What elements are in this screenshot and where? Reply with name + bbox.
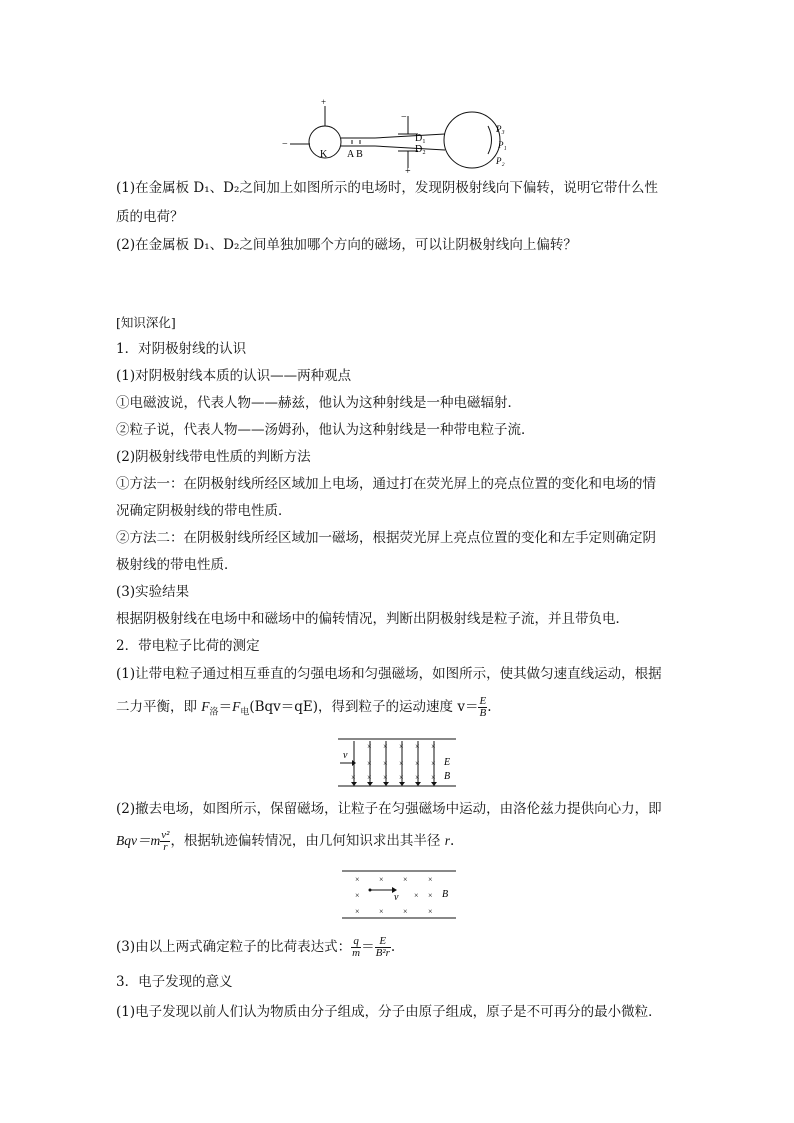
section-2-2-formula — [116, 830, 686, 853]
formula-paren: (Bqv＝qE)，得到粒子的运动速度 v＝ — [249, 699, 479, 715]
magnetic-field-figure — [342, 870, 458, 920]
field-cross: × — [351, 773, 356, 782]
field-cross: × — [367, 773, 372, 782]
formula-prefix: 二力平衡，即 — [116, 699, 202, 715]
p2-label: P₂ — [496, 156, 505, 166]
section-1-2a: ①方法一：在阴极射线所经区域加上电场，通过打在荧光屏上的亮点位置的变化和电场的情 — [116, 476, 656, 492]
formula-end: . — [487, 699, 492, 715]
fraction-numerator: q — [351, 936, 361, 948]
charge-mass-fraction — [351, 936, 361, 959]
section-1-1b: ②粒子说，代表人物——汤姆孙，他认为这种射线是一种带电粒子流． — [116, 422, 535, 438]
field-cross: × — [355, 875, 360, 884]
section-3-1: (1)电子发现以前人们认为物质由分子组成，分子由原子组成，原子是不可再分的最小微粒． — [116, 1004, 662, 1020]
field-cross: × — [415, 742, 420, 751]
section-1-1: (1)对阴极射线本质的认识——两种观点 — [116, 368, 352, 384]
section-1-3a: 根据阴极射线在电场中和磁场中的偏转情况，判断出阴极射线是粒子流，并且带负电． — [116, 611, 629, 627]
formula-eq: ＝ — [218, 699, 233, 715]
field-cross: × — [367, 759, 372, 768]
ratio-eq: ＝ — [361, 939, 375, 955]
fraction-denominator: B — [479, 707, 487, 719]
velocity-label: v — [394, 892, 399, 903]
section-2-3 — [116, 936, 686, 959]
section-1-title: 1．对阴极射线的认识 — [116, 341, 247, 357]
formula-sub1: 洛 — [209, 707, 219, 718]
field-cross: × — [367, 742, 372, 751]
field-cross: × — [415, 759, 420, 768]
e-field-label: E — [444, 757, 451, 768]
formula-end: . — [450, 833, 455, 849]
centripetal-fraction — [160, 830, 170, 853]
b-field-label: B — [444, 771, 451, 782]
ratio-end: . — [390, 939, 396, 955]
question-1: (1)在金属板 D₁、D₂之间加上如图所示的电场时，发现阴极射线向下偏转，说明它带什么性 — [116, 180, 658, 196]
section-2-1-formula — [116, 696, 686, 722]
field-cross: × — [379, 875, 384, 884]
field-cross: × — [431, 742, 436, 751]
field-cross: × — [428, 891, 433, 900]
field-cross: × — [383, 773, 388, 782]
force-formula-prefix: Bqv＝m — [116, 833, 161, 848]
ratio-text: (3)由以上两式确定粒子的比荷表达式： — [116, 939, 352, 955]
question-1-cont: 质的电荷？ — [116, 209, 184, 225]
field-cross: × — [431, 759, 436, 768]
field-cross: × — [403, 907, 408, 916]
p1-label: P₁ — [498, 140, 507, 150]
fraction-numerator: E — [375, 936, 391, 948]
knowledge-heading: [知识深化] — [116, 315, 176, 330]
field-cross: × — [414, 891, 419, 900]
field-cross: × — [355, 891, 360, 900]
field-cross: × — [428, 875, 433, 884]
velocity-fraction — [478, 696, 487, 719]
fraction-numerator: E — [479, 695, 487, 707]
ratio-result-fraction — [375, 936, 391, 959]
field-cross: × — [399, 759, 404, 768]
fraction-denominator: B²r — [375, 947, 390, 959]
plus-top-label: + — [321, 97, 327, 107]
section-2-title: 2．带电粒子比荷的测定 — [116, 638, 260, 654]
formula-f2: F — [232, 699, 241, 714]
field-cross: × — [399, 773, 404, 782]
section-1-3: (3)实验结果 — [116, 584, 190, 600]
section-1-2a-cont: 况确定阴极射线的带电性质． — [116, 503, 292, 519]
field-cross: × — [431, 773, 436, 782]
cathode-ray-tube-figure — [280, 96, 520, 176]
k-label: K — [320, 149, 328, 160]
section-1-2b: ②方法二：在阴极射线所经区域加一磁场，根据荧光屏上亮点位置的变化和左手定则确定阴 — [116, 530, 656, 546]
fraction-numerator: v² — [161, 829, 170, 841]
section-1-2: (2)阴极射线带电性质的判断方法 — [116, 449, 311, 465]
field-cross: × — [428, 907, 433, 916]
section-1-1a: ①电磁波说，代表人物——赫兹，他认为这种射线是一种电磁辐射． — [116, 395, 521, 411]
d1-label: D₁ — [415, 133, 426, 144]
minus-left-label: − — [282, 139, 288, 150]
section-3-title: 3．电子发现的意义 — [116, 974, 233, 990]
crossed-fields-figure — [338, 738, 458, 788]
field-cross: × — [399, 742, 404, 751]
minus-plate-label: − — [401, 112, 407, 123]
d2-label: D₂ — [415, 144, 426, 155]
field-cross: × — [383, 742, 388, 751]
field-cross: × — [415, 773, 420, 782]
section-2-1: (1)让带电粒子通过相互垂直的匀强电场和匀强磁场，如图所示，使其做匀速直线运动，根据 — [116, 666, 662, 682]
question-2: (2)在金属板 D₁、D₂之间单独加哪个方向的磁场，可以让阴极射线向上偏转？ — [116, 237, 577, 253]
field-cross: × — [403, 875, 408, 884]
formula-sub2: 电 — [240, 707, 250, 718]
fraction-denominator: m — [352, 947, 361, 959]
fraction-denominator: r — [163, 841, 168, 853]
velocity-label: v — [343, 750, 348, 761]
radius-symbol: r — [444, 833, 450, 848]
field-cross: × — [383, 759, 388, 768]
section-1-2b-cont: 极射线的带电性质． — [116, 557, 238, 573]
formula-f1: F — [201, 699, 210, 714]
plus-plate-label: + — [405, 166, 411, 176]
b-field-label: B — [442, 889, 449, 900]
field-cross: × — [355, 907, 360, 916]
field-cross: × — [379, 907, 384, 916]
section-2-2: (2)撤去电场，如图所示，保留磁场，让粒子在匀强磁场中运动，由洛伦兹力提供向心力，即 — [116, 801, 662, 817]
ab-label: A B — [347, 149, 363, 160]
formula-text: ，根据轨迹偏转情况，由几何知识求出其半径 — [170, 833, 445, 849]
p3-label: P₃ — [496, 124, 505, 134]
